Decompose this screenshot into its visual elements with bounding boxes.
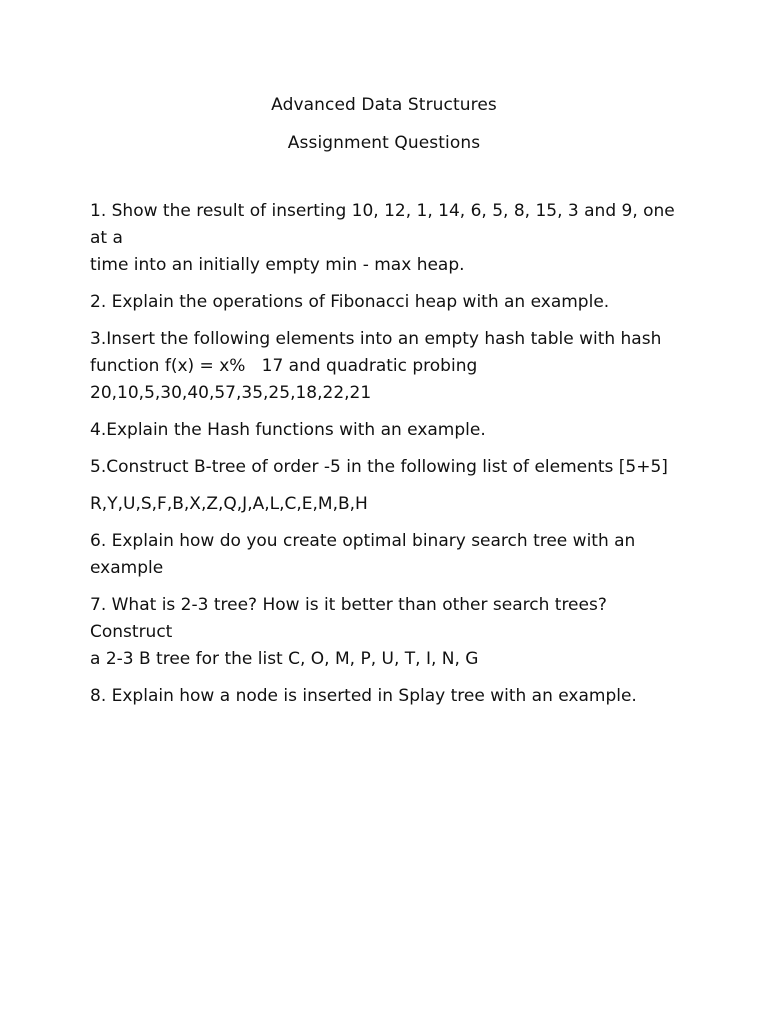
question-6 — [90, 528, 690, 582]
question-3 — [90, 326, 690, 407]
question-8 — [90, 683, 690, 710]
question-5 — [90, 454, 690, 481]
question-2 — [90, 289, 690, 316]
question-5-elements — [90, 491, 690, 518]
question-7 — [90, 592, 690, 673]
question-1 — [90, 198, 690, 279]
question-list — [90, 198, 690, 720]
document-subtitle: Assignment Questions — [287, 133, 481, 153]
question-1-line-1: 1. Show the result of inserting 10, 12, 1, 14, 6, 5, 8, 15, 3 and 9, one at a — [90, 201, 675, 248]
question-4-line-1: 4.Explain the Hash functions with an example. — [90, 420, 486, 440]
question-2-line-1: 2. Explain the operations of Fibonacci heap with an example. — [90, 292, 610, 312]
question-6-line-1: 6. Explain how do you create optimal binary search tree with an — [90, 531, 636, 551]
question-7-line-1: 7. What is 2-3 tree? How is it better than other search trees? Construct — [90, 595, 607, 642]
question-3-line-3: 20,10,5,30,40,57,35,25,18,22,21 — [90, 383, 372, 403]
question-1-line-2: time into an initially empty min - max heap. — [90, 255, 465, 275]
question-3-line-1: 3.Insert the following elements into an empty hash table with hash — [90, 329, 662, 349]
question-6-line-2: example — [90, 558, 164, 578]
question-4 — [90, 417, 690, 444]
question-7-line-2: a 2-3 B tree for the list C, O, M, P, U, T, I, N, G — [90, 649, 479, 669]
question-3-line-2: function f(x) = x% 17 and quadratic probing — [90, 356, 478, 376]
document-title: Advanced Data Structures — [271, 95, 497, 115]
question-5-line-1: 5.Construct B-tree of order -5 in the following list of elements [5+5] — [90, 457, 668, 477]
question-5-elements-line: R,Y,U,S,F,B,X,Z,Q,J,A,L,C,E,M,B,H — [90, 494, 368, 514]
question-8-line-1: 8. Explain how a node is inserted in Splay tree with an example. — [90, 686, 637, 706]
